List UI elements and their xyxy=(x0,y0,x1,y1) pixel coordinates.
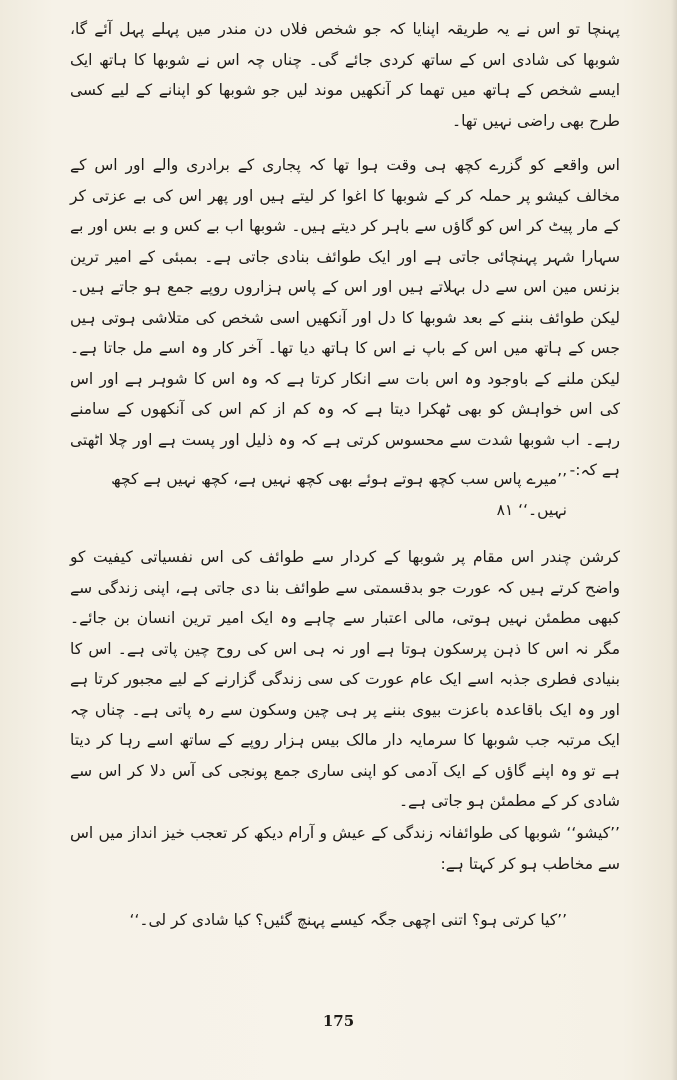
paragraph-3: کرشن چندر اس مقام پر شوبھا کے کردار سے طوائف کی اس نفسیاتی کیفیت کو واضح کرتے ہیں کہ عورت جو بدقسمتی سے طوائف بنا دی جاتی ہے، اپنی زندگی سے کبھی مطمئن نہیں ہوتی، مالی اعتبار سے چاہے وہ ایک امیر ترین انسان بن جائے۔ مگر نہ اس کا ذہن پرسکون ہوتا ہے اور نہ ہی اس کی روح چین پاتی ہے۔ اس کا بنیادی فطری جذبہ اسے ایک عام عورت کی سی زندگی گزارنے کے لیے مجبور کرتا ہے اور وہ ایک باقاعدہ باعزت بیوی بننے پر ہی چین وسکون سے رہ پاتی ہے۔ چناں چہ ایک مرتبہ جب شوبھا کا سرمایہ دار مالک بیس ہزار روپے کے ساتھ اسے رہا کر دیتا ہے تو وہ اپنے گاؤں کے ایک آدمی کو اپنی ساری جمع پونجی کی آس دلا کر اس سے شادی کر کے مطمئن ہو جاتی ہے۔ xyxy=(70,548,620,810)
paragraph-2: اس واقعے کو گزرے کچھ ہی وقت ہوا تھا کہ پجاری کے برادری والے اور اس کے مخالف کیشو پر حملہ کر کے شوبھا کا اغوا کر لیتے ہیں اور پھر اس کی بے عزتی کر کے مار پیٹ کر اس کو گاؤں سے باہر کر دیتے ہیں۔ شوبھا اب بے کس و بے بس اور بے سہارا شہر پہنچائی جاتی ہے اور ایک طوائف بنادی جاتی ہے۔ بمبئی کے امیر ترین بزنس مین اس سے دل بہلاتے ہیں اور اس کے پاس ہزاروں روپے جمع ہو جاتے ہیں۔ لیکن طوائف بننے کے بعد شوبھا کا دل اور آنکھیں اسی شخص کی متلاشی ہوتی ہیں جس کے ہاتھ میں اس کے باپ نے اس کا ہاتھ دیا تھا۔ آخر کار وہ اسے مل جاتا ہے۔ لیکن ملنے کے باوجود وہ اس بات سے انکار کرتا ہے کہ وہ اس کا شوہر ہے اور اس کی اس خواہش کو بھی ٹھکرا دیتا ہے کہ وہ کم از کم اس کی آنکھوں کے سامنے رہے۔ اب شوبھا شدت سے محسوس کرتی ہے کہ وہ ذلیل اور پست ہے اور چلا اٹھتی ہے کہ:- xyxy=(70,156,620,479)
block-quote-2: ’’کیا کرتی ہو؟ اتنی اچھی جگہ کیسے پہنچ گئیں؟ کیا شادی کر لی۔‘‘ xyxy=(129,911,567,929)
paragraph-4: ’’کیشو‘‘ شوبھا کی طوائفانہ زندگی کے عیش و آرام دیکھ کر تعجب خیز انداز میں اس سے مخاطب ہو کر کہتا ہے: xyxy=(70,824,620,873)
page-number: 175 xyxy=(322,1012,355,1030)
paragraph-1: پہنچا تو اس نے یہ طریقہ اپنایا کہ جو شخص فلاں دن مندر میں پہلے پہل آئے گا، شوبھا کی شادی اس کے ساتھ کردی جائے گی۔ چناں چہ اس نے شوبھا کا ہاتھ ایک ایسے شخص کے ہاتھ میں تھما کر آنکھیں موند لیں جو شوبھا کو اپنانے کے لیے کسی طرح بھی راضی نہیں تھا۔ xyxy=(70,20,620,130)
block-quote-1: ’’میرے پاس سب کچھ ہوتے ہوئے بھی کچھ نہیں ہے، کچھ نہیں ہے کچھ نہیں۔‘‘ ۸۱ xyxy=(111,470,567,519)
